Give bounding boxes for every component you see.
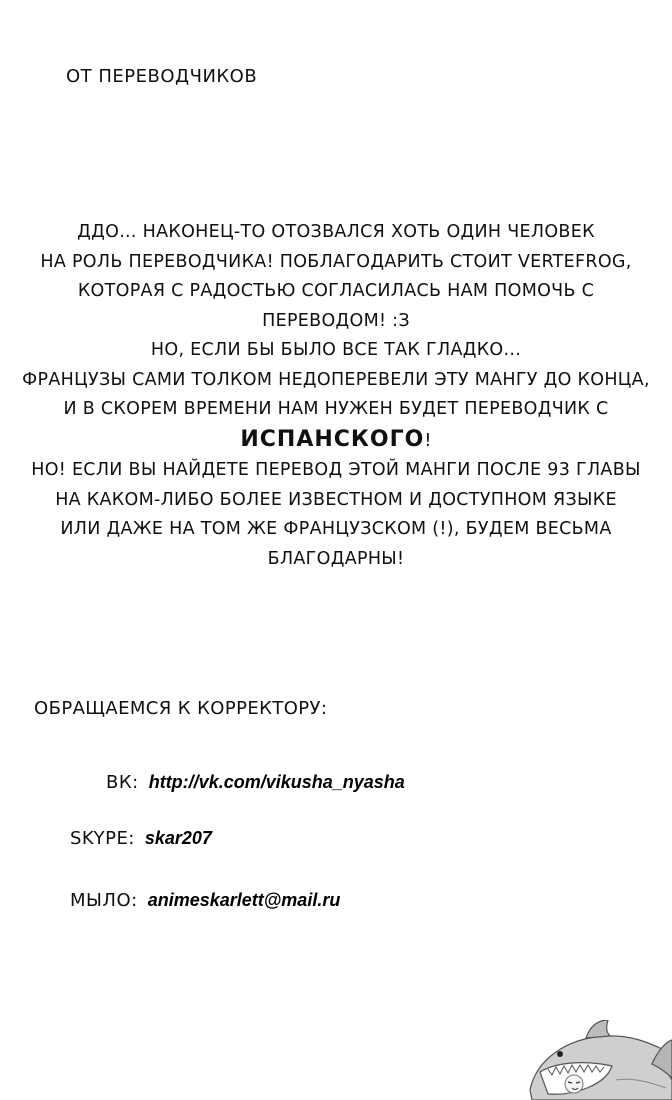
vk-label: ВК:: [106, 772, 139, 793]
vk-link[interactable]: http://vk.com/vikusha_nyasha: [148, 772, 405, 792]
notice-emphasis-line: [0, 425, 672, 457]
contacts-title: ОБРАЩАЕМСЯ К КОРРЕКТОРУ:: [34, 698, 328, 719]
notice-line: НА КАКОМ-ЛИБО БОЛЕЕ ИЗВЕСТНОМ И ДОСТУПНОМ ЯЗЫКЕ: [55, 489, 617, 510]
shark-mascot-icon: [526, 1020, 672, 1100]
contact-skype: [70, 828, 212, 849]
notice-line: КОТОРАЯ С РАДОСТЬЮ СОГЛАСИЛАСЬ НАМ ПОМОЧЬ С: [77, 281, 595, 301]
notice-line: ИЛИ ДАЖЕ НА ТОМ ЖЕ ФРАНЦУЗСКОМ (!), БУДЕМ ВЕСЬМА: [60, 519, 612, 539]
translator-notice: [0, 218, 672, 574]
mail-address[interactable]: animeskarlett@mail.ru: [147, 890, 341, 910]
notice-line: БЛАГОДАРНЫ!: [267, 548, 405, 569]
notice-line: И В СКОРЕМ ВРЕМЕНИ НАМ НУЖЕН БУДЕТ ПЕРЕВОДЧИК С: [63, 399, 609, 419]
language-emphasis: ИСПАНСКОГО: [240, 426, 425, 452]
notice-line: НО! ЕСЛИ ВЫ НАЙДЕТЕ ПЕРЕВОД ЭТОЙ МАНГИ ПОСЛЕ 93 ГЛАВЫ: [31, 460, 641, 480]
skype-label: SKYPE:: [70, 828, 135, 849]
contact-vk: [106, 772, 405, 793]
page-heading: ОТ ПЕРЕВОДЧИКОВ: [66, 66, 258, 87]
notice-line: НО, ЕСЛИ БЫ БЫЛО ВСЕ ТАК ГЛАДКО...: [150, 340, 522, 360]
notice-line: ПЕРЕВОДОМ! :З: [262, 310, 410, 331]
skype-handle[interactable]: skar207: [144, 828, 212, 848]
notice-line: НА РОЛЬ ПЕРЕВОДЧИКА! ПОБЛАГОДАРИТЬ СТОИТ VERTEFROG,: [40, 251, 632, 272]
contact-mail: [70, 890, 340, 911]
notice-line: ДДО... НАКОНЕЦ-ТО ОТОЗВАЛСЯ ХОТЬ ОДИН ЧЕЛОВЕК: [77, 222, 595, 242]
mail-label: МЫЛО:: [70, 890, 138, 911]
notice-line: ФРАНЦУЗЫ САМИ ТОЛКОМ НЕДОПЕРЕВЕЛИ ЭТУ МАНГУ ДО КОНЦА,: [22, 369, 650, 390]
emphasis-suffix: !: [424, 430, 432, 451]
